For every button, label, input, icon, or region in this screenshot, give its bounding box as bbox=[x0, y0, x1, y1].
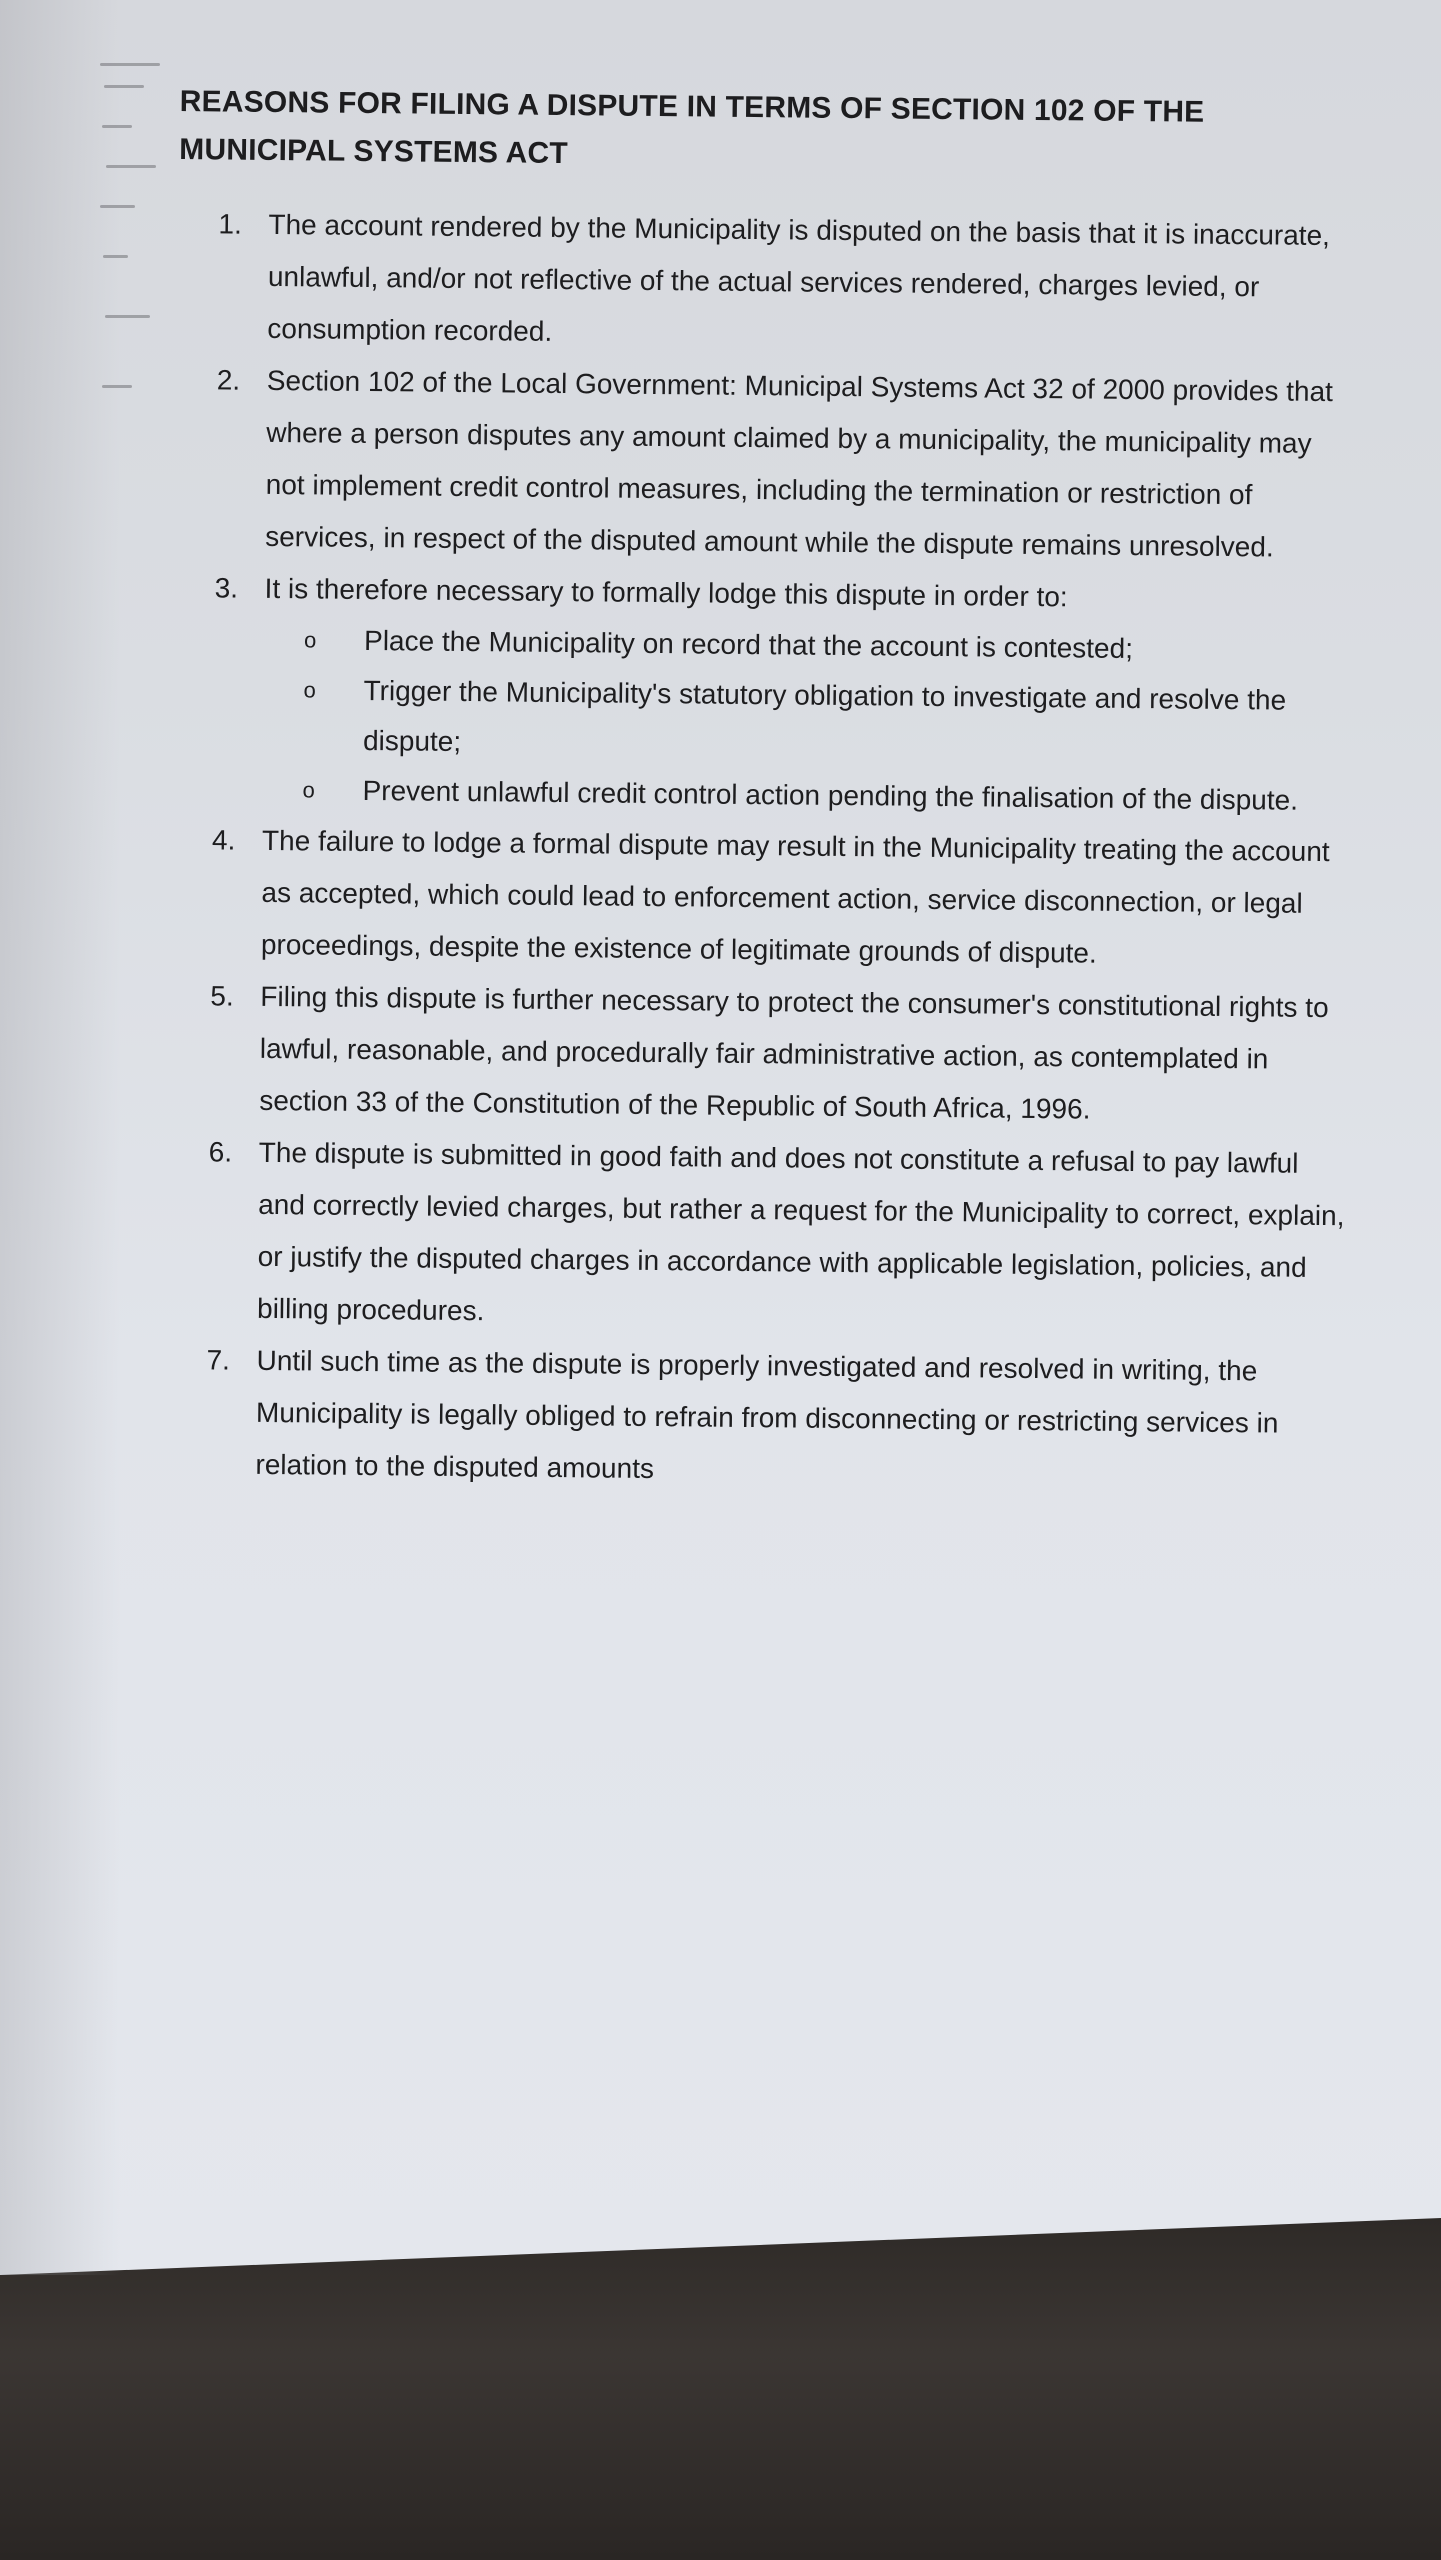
reasons-list bbox=[172, 198, 1358, 826]
item-number: 2. bbox=[216, 364, 241, 396]
item-text: The failure to lodge a formal dispute may result in the Municipality treating the account as accepted, which could lead to enforcement action, service disconnection, or legal proceedings, despite the existence of legitimate grounds of dispute. bbox=[260, 824, 1330, 969]
bullet-icon: o bbox=[302, 777, 315, 803]
item-text: The dispute is submitted in good faith and does not constitute a refusal to pay lawful and correctly levied charges, but rather a request for the Municipality to correct, explain, or justify the disputed charges in accordance with applicable legislation, policies, and billing procedures. bbox=[256, 1136, 1345, 1327]
document-content bbox=[165, 78, 1360, 1502]
item-text: The account rendered by the Municipality is disputed on the basis that it is inaccurate, unlawful, and/or not reflective of the actual services rendered, charges levied, or consumption recorded. bbox=[267, 208, 1331, 347]
list-item bbox=[167, 1126, 1349, 1346]
list-item bbox=[169, 970, 1351, 1138]
sub-item-text: Place the Municipality on record that the account is contested; bbox=[363, 624, 1134, 665]
sub-item-text: Prevent unlawful credit control action pending the finalisation of the dispute. bbox=[362, 774, 1299, 816]
item-number: 7. bbox=[206, 1344, 231, 1376]
item-number: 6. bbox=[208, 1136, 233, 1168]
item-text: Until such time as the dispute is properly investigated and resolved in writing, the Municipality is legally obliged to refrain from disconnecting or restricting services in relation to the disputed amounts bbox=[255, 1344, 1279, 1485]
list-item bbox=[165, 1334, 1347, 1502]
item-text: Section 102 of the Local Government: Municipal Systems Act 32 of 2000 provides that where a person disputes any amount claimed by a municipality, the municipality may not implement credit control measures, including the termination or restriction of services, in respect of the disputed amount while the dispute remains unresolved. bbox=[265, 364, 1334, 563]
table-surface bbox=[0, 2218, 1441, 2560]
bullet-icon: o bbox=[303, 677, 316, 703]
list-item bbox=[177, 198, 1359, 366]
list-item bbox=[175, 354, 1357, 574]
bullet-icon: o bbox=[303, 627, 317, 653]
sub-list-item bbox=[263, 665, 1354, 776]
list-item bbox=[172, 562, 1355, 826]
item-number: 1. bbox=[218, 208, 242, 240]
item-number: 4. bbox=[211, 824, 236, 856]
item-number: 3. bbox=[214, 572, 239, 604]
list-item bbox=[171, 814, 1353, 982]
item-text: It is therefore necessary to formally lodge this dispute in order to: bbox=[264, 572, 1068, 613]
item-number: 5. bbox=[210, 980, 234, 1012]
document-title: REASONS FOR FILING A DISPUTE IN TERMS OF SECTION 102 OF THE MUNICIPAL SYSTEMS ACT bbox=[179, 84, 1205, 171]
sub-item-text: Trigger the Municipality's statutory obligation to investigate and resolve the dispute; bbox=[362, 674, 1287, 757]
reasons-list-continued bbox=[165, 814, 1352, 1502]
sub-list bbox=[262, 615, 1354, 826]
item-text: Filing this dispute is further necessary to protect the consumer's constitutional rights to lawful, reasonable, and procedurally fair administrative action, as contemplated in section 33 of the Constitution of the Republic of South Africa, 1996. bbox=[259, 980, 1329, 1125]
